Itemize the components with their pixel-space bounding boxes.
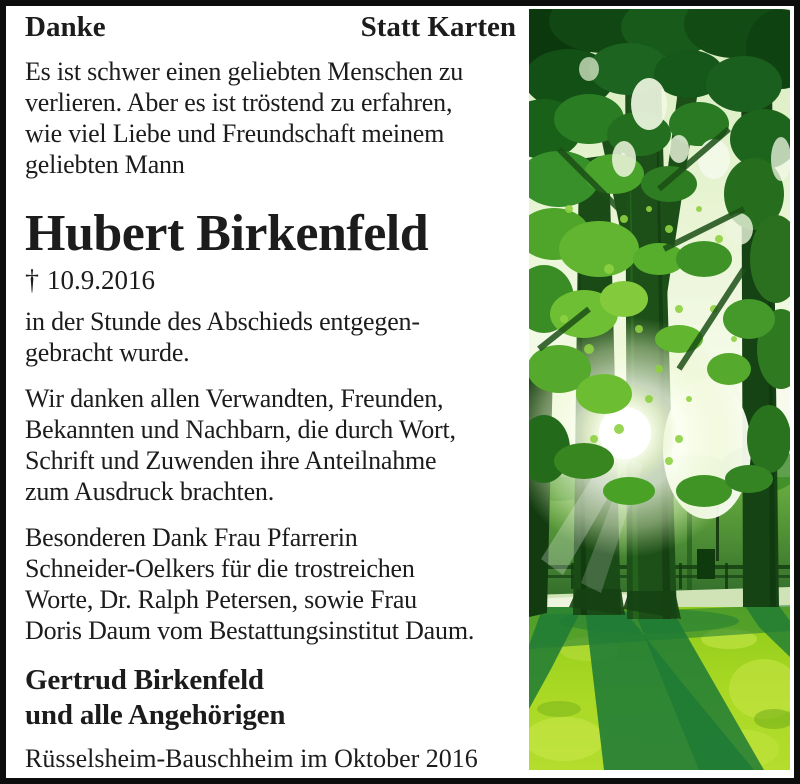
deceased-name: Hubert Birkenfeld	[25, 205, 429, 262]
place-date-line: Rüsselsheim-Bauschheim im Oktober 2016	[25, 744, 478, 773]
death-date-line	[25, 264, 526, 297]
intro-paragraph: Es ist schwer einen geliebten Menschen zu verlieren. Aber es ist tröstend zu erfahren, wie viel Liebe und Freundschaft meinem geliebten Mann	[25, 57, 463, 179]
cross-dagger-icon: †	[25, 265, 39, 296]
park-photo-illustration	[529, 9, 790, 770]
park-photo	[529, 9, 790, 770]
continuation-paragraph: in der Stunde des Abschieds entgegen- gebracht wurde.	[25, 307, 420, 367]
notice-text-column	[25, 10, 526, 774]
thanks-paragraph: Wir danken allen Verwandten, Freunden, Bekannten und Nachbarn, die durch Wort, Schrift und Zuwenden ihre Anteilnahme zum Ausdruck brachten.	[25, 384, 456, 506]
special-thanks-paragraph: Besonderen Dank Frau Pfarrerin Schneider-Oelkers für die trostreichen Worte, Dr. Ralph Petersen, sowie Frau Doris Daum vom Bestattungsinstitut Daum.	[25, 523, 475, 645]
signature-block: Gertrud Birkenfeld und alle Angehörigen	[25, 664, 286, 731]
header-danke: Danke	[25, 11, 106, 43]
notice-header	[25, 10, 526, 44]
header-statt-karten: Statt Karten	[360, 11, 516, 43]
death-date: 10.9.2016	[47, 265, 155, 295]
waste-bin	[697, 549, 715, 579]
